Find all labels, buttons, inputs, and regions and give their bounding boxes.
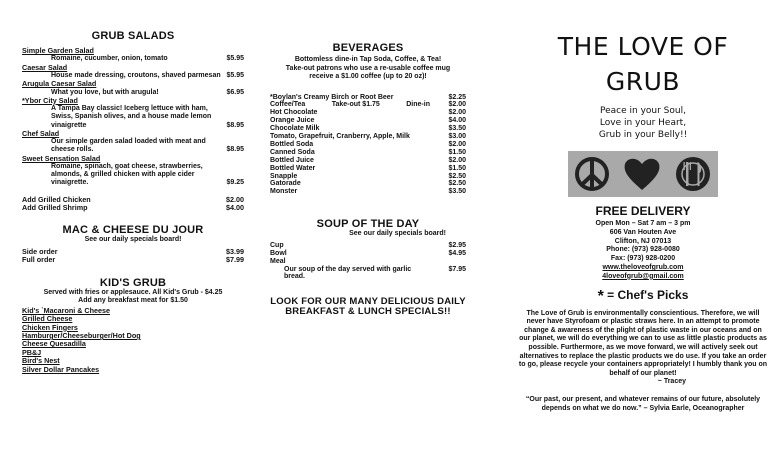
beverage-name: Bottled Juice: [270, 156, 314, 164]
earle-quote: “Our past, our present, and whatever remains of our future, absolutely depends on what we do now.” – Sylvia Earle, Oceanographer: [525, 395, 761, 412]
salad-desc: A Tampa Bay classic! Iceberg lettuce with ham, Swiss, Spanish olives, and a house made lemon vinaigrette: [51, 105, 212, 129]
mac-row: [22, 256, 244, 264]
salad-name: Caesar Salad: [22, 62, 68, 72]
addon-row: [22, 204, 244, 212]
soup-row: [270, 258, 466, 266]
salad-name: Chef Salad: [22, 128, 60, 138]
addon-price: $4.00: [226, 203, 244, 213]
mission-statement: The Love of Grub is environmentally conscientious. Therefore, we will never have Styrofoam or plastic straws here. In an attempt to promote change & awareness of the plight of plastic waste in our oceans and on our planet, we will do everything we can to use as little plastic products as possible. Furthermore, as we move forward, we will actively seek out alternatives to replace the plastic products we do use. If you take an order to go, please recycle your containers appropriately! I humbly thank you on behalf of our planet!: [518, 309, 768, 377]
beverage-row: [270, 125, 466, 133]
beverage-price: $1.50: [448, 148, 466, 156]
beverage-price: $2.50: [448, 180, 466, 188]
beverage-row: [270, 173, 466, 181]
contact-block: [518, 220, 768, 282]
salad-price: $8.95: [226, 146, 244, 154]
salad-price: $6.95: [226, 88, 244, 96]
mac-name: Full order: [22, 255, 56, 265]
soup-row: [270, 242, 466, 250]
soup-size: Meal: [270, 257, 286, 265]
kids-item: Bird's Nest: [22, 356, 60, 366]
coffee-price: $2.00: [448, 101, 466, 109]
salad-desc-row: [22, 105, 244, 130]
beverage-price: $2.00: [448, 109, 466, 117]
mac-price: $7.99: [226, 255, 244, 265]
addon-name: Add Grilled Shrimp: [22, 203, 88, 213]
salad-desc: Our simple garden salad loaded with meat and cheese rolls.: [51, 138, 206, 154]
free-delivery-heading: FREE DELIVERY: [595, 204, 691, 218]
specials-banner-line2: BREAKFAST & LUNCH SPECIALS!!: [285, 306, 451, 318]
salad-desc-row: [22, 138, 244, 154]
website-link[interactable]: www.theloveofgrub.com: [602, 263, 684, 271]
salad-name: *Ybor City Salad: [22, 95, 78, 105]
beverage-row: [270, 188, 466, 196]
beverage-row: [270, 157, 466, 165]
beverage-name: Tomato, Grapefruit, Cranberry, Apple, Milk: [270, 133, 410, 141]
plate-fork-knife-icon: [674, 155, 712, 193]
soup-list: [270, 242, 466, 266]
salad-desc: What you love, but with arugula!: [51, 88, 159, 96]
peace-icon: [574, 156, 610, 192]
salad-list: [22, 47, 244, 188]
fax: Fax: (973) 928-0200: [610, 255, 676, 263]
brand-title-line2: GRUB: [605, 67, 681, 96]
beverage-name: *Boylan's Creamy Birch or Root Beer: [270, 93, 394, 101]
panel-right: [518, 0, 768, 468]
address-line1: 606 Van Houten Ave: [609, 228, 677, 236]
beverage-row: [270, 165, 466, 173]
salad-name: Arugula Caesar Salad: [22, 79, 97, 89]
beverage-price: $4.00: [448, 117, 466, 125]
coffee-name: Coffee/Tea: [270, 101, 306, 109]
soup-row: [270, 250, 466, 258]
brand-icon-strip: [568, 151, 718, 197]
tagline-line: Grub in your Belly!!: [598, 130, 688, 140]
mac-cheese-list: [22, 248, 244, 265]
beverage-row: [270, 94, 466, 102]
beverage-name: Bottled Water: [270, 164, 316, 172]
beverage-name: Chocolate Milk: [270, 125, 320, 133]
mac-cheese-heading: MAC & CHEESE DU JOUR: [62, 224, 204, 237]
chefs-picks-label: = Chef's Picks: [607, 287, 689, 302]
tagline-line: Peace in your Soul,: [600, 106, 686, 116]
coffee-takeout: Take-out $1.75: [331, 101, 380, 109]
salad-name: Simple Garden Salad: [22, 46, 94, 55]
address-line2: Clifton, NJ 07013: [614, 237, 672, 245]
mac-cheese-sub: See our daily specials board!: [84, 236, 182, 244]
beverage-price: $2.50: [448, 172, 466, 180]
soup-price: $2.95: [448, 241, 466, 249]
email-link[interactable]: 4loveofgrub@gmail.com: [602, 272, 684, 280]
grub-salads-heading: GRUB SALADS: [91, 30, 175, 42]
kids-item: Silver Dollar Pancakes: [22, 364, 100, 374]
salad-desc: Romaine, cucumber, onion, tomato: [51, 55, 168, 63]
mission-signature: ~ Tracey: [657, 378, 686, 386]
salad-price: $9.25: [226, 179, 244, 187]
salad-desc: House made dressing, croutons, shaved parmesan: [51, 72, 221, 80]
beverages-heading: BEVERAGES: [332, 42, 404, 54]
mac-name: Side order: [22, 246, 58, 256]
panel-middle: [270, 0, 466, 468]
soup-meal-desc: Our soup of the day served with garlic bread.: [284, 265, 412, 281]
addon-price: $2.00: [226, 194, 244, 204]
kids-grub-heading: KID'S GRUB: [99, 276, 167, 289]
beverage-row: [270, 109, 466, 117]
salad-desc: Romaine, spinach, goat cheese, strawberries, almonds, & grilled chicken with apple cider vinaigrette.: [51, 163, 203, 187]
soup-size: Cup: [270, 241, 284, 249]
panel-left: [22, 0, 244, 468]
beverage-name: Monster: [270, 188, 298, 196]
salad-price: $5.95: [226, 72, 244, 80]
salad-name: Sweet Sensation Salad: [22, 153, 101, 163]
tagline-line: Love in your Heart,: [599, 118, 687, 128]
kids-item: Kid's `Macaroni & Cheese: [22, 305, 110, 315]
kids-item: PB&J: [22, 347, 42, 357]
beverage-name: Orange Juice: [270, 117, 315, 125]
beverage-price: $2.00: [448, 156, 466, 164]
beverage-row: [270, 133, 466, 141]
beverage-row: [270, 180, 466, 188]
kids-item: Chicken Fingers: [22, 322, 78, 332]
kids-grub-list: [22, 307, 244, 374]
kids-item: Cheese Quesadilla: [22, 339, 86, 349]
beverage-name: Gatorade: [270, 180, 301, 188]
kids-item: Grilled Cheese: [22, 314, 73, 324]
soup-price: $4.95: [448, 249, 466, 257]
beverage-price: $3.50: [448, 125, 466, 133]
soup-heading: SOUP OF THE DAY: [316, 218, 420, 231]
beverage-rest: [270, 109, 466, 196]
beverage-price: $3.00: [448, 133, 466, 141]
beverage-row-coffee: [270, 101, 466, 109]
beverages-sub1: Bottomless dine-in Tap Soda, Coffee, & Tea!: [294, 56, 442, 63]
specials-banner-line1: LOOK FOR OUR MANY DELICIOUS DAILY: [270, 296, 466, 308]
beverage-name: Hot Chocolate: [270, 109, 318, 117]
addon-list: [22, 196, 244, 213]
coffee-dinein: Dine-in: [406, 101, 430, 109]
soup-meal-price: $7.95: [448, 265, 466, 273]
hours: Open Mon – Sat 7 am – 3 pm: [595, 220, 691, 227]
kids-grub-sub1: Served with fries or applesauce. All Kid's Grub - $4.25: [43, 288, 223, 296]
beverage-name: Bottled Soda: [270, 140, 314, 148]
mac-row: [22, 248, 244, 256]
beverage-list: [270, 94, 466, 197]
beverage-price: $3.50: [448, 188, 466, 196]
mac-price: $3.99: [226, 246, 244, 256]
beverage-row: [270, 149, 466, 157]
chefs-picks-legend: [518, 288, 768, 306]
beverage-row: [270, 141, 466, 149]
salad-price: $8.95: [226, 121, 244, 129]
beverage-price: $2.00: [448, 140, 466, 148]
chefs-picks-star: *: [597, 287, 604, 305]
beverage-name: Canned Soda: [270, 148, 315, 156]
soup-sub: See our daily specials board!: [349, 230, 446, 238]
soup-meal-row: [270, 266, 466, 282]
beverage-price: $2.25: [448, 93, 466, 101]
heart-icon: [622, 156, 662, 192]
brand-title-line1: THE LOVE OF: [557, 32, 729, 61]
beverage-price: $1.50: [448, 164, 466, 172]
beverage-name: Snapple: [270, 172, 298, 180]
salad-desc-row: [22, 163, 244, 188]
beverages-sub2: Take-out patrons who use a re-usable coffee mug receive a $1.00 coffee (up to 20 oz)!: [285, 64, 451, 80]
phone: Phone: (973) 928-0080: [606, 246, 680, 254]
brand-tagline: [518, 105, 768, 141]
kids-grub-sub2: Add any breakfast meat for $1.50: [78, 297, 188, 305]
salad-price: $5.95: [226, 55, 244, 63]
addon-name: Add Grilled Chicken: [22, 194, 91, 204]
kids-item: Hamburger/Cheeseburger/Hot Dog: [22, 331, 141, 341]
beverage-row: [270, 117, 466, 125]
soup-size: Bowl: [270, 249, 287, 257]
soup-price: [430, 258, 466, 266]
